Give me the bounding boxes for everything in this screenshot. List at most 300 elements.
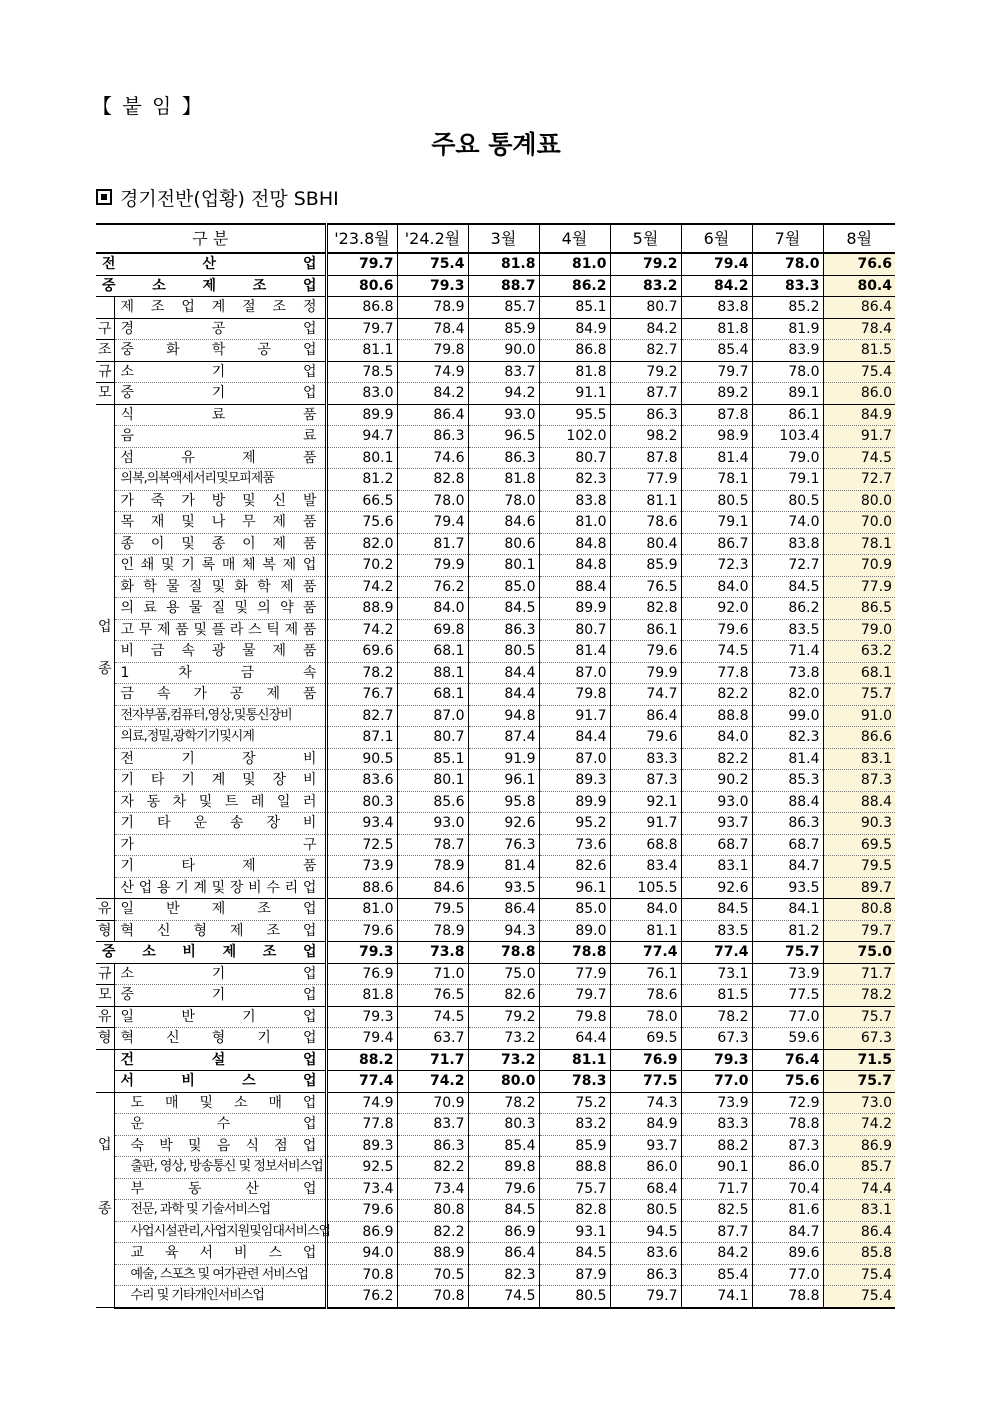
attachment-label: 【 붙 임 】	[92, 94, 204, 118]
value-cell: 80.4	[823, 275, 895, 297]
value-cell: 78.0	[468, 490, 539, 512]
value-cell: 93.7	[610, 1135, 681, 1157]
value-cell: 77.8	[326, 1114, 397, 1136]
value-cell: 68.1	[397, 684, 468, 706]
header-col-4: 5월	[610, 224, 681, 253]
value-cell: 87.9	[539, 1264, 610, 1286]
row-label-text: 고 무 제 품 및 플 라 스 틱 제 품	[120, 621, 317, 638]
table-row	[96, 318, 895, 340]
group-char: 유	[97, 1008, 112, 1025]
group-label	[96, 985, 114, 1007]
value-cell: 85.4	[681, 1264, 752, 1286]
value-cell: 77.9	[610, 469, 681, 491]
row-label-text: 1 차 금 속	[120, 664, 317, 681]
value-cell: 69.8	[397, 619, 468, 641]
value-cell: 79.3	[326, 942, 397, 964]
row-label-text: 기 타 운 송 장 비	[120, 815, 317, 832]
value-cell: 79.5	[823, 856, 895, 878]
value-cell: 79.3	[326, 1006, 397, 1028]
row-label	[114, 1092, 326, 1114]
value-cell: 75.7	[823, 1006, 895, 1028]
value-cell: 76.2	[326, 1286, 397, 1308]
value-cell: 86.6	[823, 727, 895, 749]
value-cell: 85.7	[468, 297, 539, 319]
value-cell: 82.2	[681, 748, 752, 770]
value-cell: 79.8	[397, 340, 468, 362]
value-cell: 84.2	[610, 318, 681, 340]
value-cell: 71.4	[752, 641, 823, 663]
value-cell: 84.8	[539, 555, 610, 577]
row-label	[114, 404, 326, 426]
row-label-text: 중 소 제 조 업	[102, 277, 317, 294]
value-cell: 87.8	[681, 404, 752, 426]
row-label-text: 운 수 업	[130, 1116, 317, 1133]
row-label	[114, 1028, 326, 1050]
group-char: 규	[97, 363, 112, 380]
value-cell: 70.4	[752, 1178, 823, 1200]
row-label-text: 교 육 서 비 스 업	[130, 1245, 317, 1262]
value-cell: 74.6	[397, 447, 468, 469]
value-cell: 75.7	[823, 684, 895, 706]
value-cell: 80.1	[397, 770, 468, 792]
value-cell: 89.0	[539, 920, 610, 942]
value-cell: 79.4	[326, 1028, 397, 1050]
value-cell: 80.6	[468, 533, 539, 555]
row-label-text: 중 기 업	[120, 987, 317, 1004]
row-label-text: 건 설 업	[120, 1051, 317, 1068]
group-label	[96, 404, 114, 899]
row-label	[114, 813, 326, 835]
value-cell: 77.5	[752, 985, 823, 1007]
section-title	[96, 184, 339, 211]
table-row	[96, 1243, 895, 1265]
value-cell: 80.5	[752, 490, 823, 512]
value-cell: 75.6	[752, 1071, 823, 1093]
table-row	[96, 619, 895, 641]
value-cell: 85.4	[468, 1135, 539, 1157]
value-cell: 93.1	[539, 1221, 610, 1243]
value-cell: 76.9	[610, 1049, 681, 1071]
value-cell: 93.4	[326, 813, 397, 835]
row-label	[114, 1157, 326, 1179]
value-cell: 71.5	[823, 1049, 895, 1071]
value-cell: 74.5	[397, 1006, 468, 1028]
value-cell: 75.2	[539, 1092, 610, 1114]
value-cell: 84.2	[681, 1243, 752, 1265]
value-cell: 91.7	[539, 705, 610, 727]
table-row	[96, 813, 895, 835]
row-label	[114, 619, 326, 641]
group-label	[96, 340, 114, 362]
row-label-text: 목 재 및 나 무 제 품	[120, 514, 317, 531]
value-cell: 85.4	[681, 340, 752, 362]
value-cell: 84.0	[681, 727, 752, 749]
row-label	[114, 985, 326, 1007]
value-cell: 84.8	[539, 533, 610, 555]
value-cell: 93.5	[468, 877, 539, 899]
value-cell: 93.0	[681, 791, 752, 813]
value-cell: 69.5	[823, 834, 895, 856]
row-label-text: 중 화 학 공 업	[120, 342, 317, 359]
value-cell: 84.7	[752, 1221, 823, 1243]
value-cell: 81.8	[681, 318, 752, 340]
value-cell: 80.3	[468, 1114, 539, 1136]
value-cell: 88.8	[681, 705, 752, 727]
value-cell: 79.4	[681, 253, 752, 275]
value-cell: 87.0	[539, 662, 610, 684]
table-row	[96, 253, 895, 275]
value-cell: 80.8	[397, 1200, 468, 1222]
value-cell: 91.0	[823, 705, 895, 727]
value-cell: 88.1	[397, 662, 468, 684]
value-cell: 86.8	[539, 340, 610, 362]
value-cell: 82.6	[539, 856, 610, 878]
value-cell: 85.6	[397, 791, 468, 813]
value-cell: 76.9	[326, 963, 397, 985]
value-cell: 73.8	[752, 662, 823, 684]
value-cell: 79.1	[681, 512, 752, 534]
value-cell: 84.5	[752, 576, 823, 598]
value-cell: 84.0	[397, 598, 468, 620]
table-row	[96, 1071, 895, 1093]
table-row	[96, 361, 895, 383]
row-label	[114, 426, 326, 448]
value-cell: 87.4	[468, 727, 539, 749]
table-row	[96, 856, 895, 878]
header-col-7: 8월	[823, 224, 895, 253]
row-label	[114, 1114, 326, 1136]
value-cell: 86.3	[468, 447, 539, 469]
value-cell: 84.0	[681, 576, 752, 598]
row-label-text: 중 소 비 제 조 업	[102, 944, 317, 961]
value-cell: 92.0	[681, 598, 752, 620]
value-cell: 80.7	[397, 727, 468, 749]
value-cell: 87.3	[610, 770, 681, 792]
value-cell: 96.5	[468, 426, 539, 448]
value-cell: 89.9	[539, 791, 610, 813]
group-char: 형	[97, 922, 112, 939]
row-label	[114, 748, 326, 770]
group-char: 형	[97, 1030, 112, 1047]
row-label	[114, 877, 326, 899]
value-cell: 80.0	[823, 490, 895, 512]
value-cell: 86.9	[468, 1221, 539, 1243]
row-label-text: 종 이 및 종 이 제 품	[120, 535, 317, 552]
value-cell: 82.6	[468, 985, 539, 1007]
row-label	[114, 1049, 326, 1071]
value-cell: 93.0	[397, 813, 468, 835]
value-cell: 78.8	[539, 942, 610, 964]
row-label-text: 서 비 스 업	[120, 1073, 317, 1090]
value-cell: 86.7	[681, 533, 752, 555]
value-cell: 94.3	[468, 920, 539, 942]
value-cell: 92.6	[468, 813, 539, 835]
value-cell: 68.4	[610, 1178, 681, 1200]
value-cell: 84.4	[468, 684, 539, 706]
value-cell: 82.3	[468, 1264, 539, 1286]
group-label	[96, 963, 114, 985]
header-col-1: '24.2월	[397, 224, 468, 253]
row-label-text: 산 업 용 기 계 및 장 비 수 리 업	[120, 879, 317, 896]
value-cell: 92.6	[681, 877, 752, 899]
value-cell: 77.0	[752, 1264, 823, 1286]
value-cell: 64.4	[539, 1028, 610, 1050]
value-cell: 85.8	[823, 1243, 895, 1265]
table-row	[96, 1114, 895, 1136]
value-cell: 70.8	[397, 1286, 468, 1308]
value-cell: 80.5	[610, 1200, 681, 1222]
row-label-text: 예술, 스포츠 및 여가관련 서비스업	[130, 1266, 308, 1282]
value-cell: 84.6	[397, 877, 468, 899]
row-label-text: 가 구	[120, 836, 317, 853]
row-label-text: 사업시설관리,사업지원및임대서비스업	[130, 1223, 331, 1239]
value-cell: 81.7	[397, 533, 468, 555]
table-row	[96, 791, 895, 813]
value-cell: 78.8	[752, 1286, 823, 1308]
row-label-text: 출판, 영상, 방송통신 및 정보서비스업	[130, 1159, 323, 1175]
value-cell: 84.5	[468, 598, 539, 620]
value-cell: 71.7	[397, 1049, 468, 1071]
row-label-text: 화 학 물 질 및 화 학 제 품	[120, 578, 317, 595]
value-cell: 75.0	[823, 942, 895, 964]
value-cell: 75.4	[823, 1286, 895, 1308]
value-cell: 85.9	[539, 1135, 610, 1157]
value-cell: 76.5	[397, 985, 468, 1007]
value-cell: 86.3	[610, 404, 681, 426]
row-label	[114, 361, 326, 383]
row-label	[114, 856, 326, 878]
value-cell: 71.7	[681, 1178, 752, 1200]
value-cell: 73.9	[681, 1092, 752, 1114]
value-cell: 80.8	[823, 899, 895, 921]
value-cell: 82.3	[539, 469, 610, 491]
row-label	[96, 253, 326, 275]
value-cell: 84.4	[468, 662, 539, 684]
value-cell: 85.9	[468, 318, 539, 340]
value-cell: 73.0	[823, 1092, 895, 1114]
table-row	[96, 705, 895, 727]
value-cell: 83.8	[681, 297, 752, 319]
value-cell: 74.1	[681, 1286, 752, 1308]
value-cell: 68.7	[752, 834, 823, 856]
value-cell: 78.1	[823, 533, 895, 555]
value-cell: 84.9	[539, 318, 610, 340]
value-cell: 87.7	[681, 1221, 752, 1243]
value-cell: 59.6	[752, 1028, 823, 1050]
table-row	[96, 1157, 895, 1179]
value-cell: 83.5	[681, 920, 752, 942]
value-cell: 76.6	[823, 253, 895, 275]
row-label-text: 가 죽 가 방 및 신 발	[120, 492, 317, 509]
value-cell: 75.7	[539, 1178, 610, 1200]
value-cell: 79.2	[610, 253, 681, 275]
value-cell: 95.2	[539, 813, 610, 835]
value-cell: 79.4	[397, 512, 468, 534]
value-cell: 82.2	[397, 1221, 468, 1243]
value-cell: 68.1	[823, 662, 895, 684]
value-cell: 79.9	[610, 662, 681, 684]
value-cell: 89.8	[468, 1157, 539, 1179]
value-cell: 73.4	[326, 1178, 397, 1200]
value-cell: 83.1	[823, 1200, 895, 1222]
value-cell: 96.1	[468, 770, 539, 792]
table-row	[96, 512, 895, 534]
value-cell: 70.8	[326, 1264, 397, 1286]
value-cell: 85.2	[752, 297, 823, 319]
value-cell: 98.2	[610, 426, 681, 448]
value-cell: 88.8	[539, 1157, 610, 1179]
value-cell: 75.7	[823, 1071, 895, 1093]
value-cell: 89.6	[752, 1243, 823, 1265]
value-cell: 86.2	[539, 275, 610, 297]
table-row	[96, 1049, 895, 1071]
value-cell: 78.2	[823, 985, 895, 1007]
value-cell: 81.5	[823, 340, 895, 362]
value-cell: 90.5	[326, 748, 397, 770]
value-cell: 76.7	[326, 684, 397, 706]
value-cell: 78.5	[326, 361, 397, 383]
row-label-text: 숙 박 및 음 식 점 업	[130, 1137, 317, 1154]
value-cell: 80.0	[468, 1071, 539, 1093]
value-cell: 74.2	[823, 1114, 895, 1136]
table-row	[96, 1178, 895, 1200]
value-cell: 83.5	[752, 619, 823, 641]
value-cell: 70.0	[823, 512, 895, 534]
value-cell: 79.7	[823, 920, 895, 942]
row-label-text: 일 반 기 업	[120, 1008, 317, 1025]
value-cell: 79.6	[468, 1178, 539, 1200]
group-char: 종	[97, 1200, 112, 1217]
value-cell: 92.1	[610, 791, 681, 813]
value-cell: 78.4	[823, 318, 895, 340]
table-row	[96, 1028, 895, 1050]
value-cell: 103.4	[752, 426, 823, 448]
value-cell: 81.6	[752, 1200, 823, 1222]
value-cell: 77.9	[823, 576, 895, 598]
value-cell: 71.7	[823, 963, 895, 985]
value-cell: 68.8	[610, 834, 681, 856]
value-cell: 86.3	[752, 813, 823, 835]
value-cell: 79.6	[681, 619, 752, 641]
table-row	[96, 275, 895, 297]
table-row	[96, 920, 895, 942]
value-cell: 83.8	[752, 533, 823, 555]
row-label-text: 의료,정밀,광학기기및시계	[120, 729, 254, 745]
value-cell: 74.0	[752, 512, 823, 534]
value-cell: 87.0	[539, 748, 610, 770]
row-label-text: 금 속 가 공 제 품	[120, 686, 317, 703]
value-cell: 76.1	[610, 963, 681, 985]
row-label-text: 기 타 기 계 및 장 비	[120, 772, 317, 789]
row-label-text: 부 동 산 업	[130, 1180, 317, 1197]
value-cell: 93.7	[681, 813, 752, 835]
value-cell: 83.7	[468, 361, 539, 383]
group-label	[96, 318, 114, 340]
value-cell: 83.9	[752, 340, 823, 362]
value-cell: 69.6	[326, 641, 397, 663]
row-label	[114, 533, 326, 555]
row-label	[114, 1071, 326, 1093]
value-cell: 85.0	[468, 576, 539, 598]
value-cell: 79.7	[326, 253, 397, 275]
value-cell: 77.0	[681, 1071, 752, 1093]
value-cell: 80.7	[610, 297, 681, 319]
table-row	[96, 1006, 895, 1028]
value-cell: 81.5	[681, 985, 752, 1007]
value-cell: 68.7	[681, 834, 752, 856]
value-cell: 74.9	[397, 361, 468, 383]
value-cell: 70.9	[823, 555, 895, 577]
row-label-text: 혁 신 형 기 업	[120, 1030, 317, 1047]
value-cell: 86.4	[397, 404, 468, 426]
value-cell: 70.2	[326, 555, 397, 577]
value-cell: 79.6	[326, 1200, 397, 1222]
value-cell: 78.2	[468, 1092, 539, 1114]
value-cell: 74.2	[397, 1071, 468, 1093]
value-cell: 82.2	[397, 1157, 468, 1179]
group-label	[96, 361, 114, 383]
value-cell: 82.8	[610, 598, 681, 620]
value-cell: 79.7	[539, 985, 610, 1007]
value-cell: 80.7	[539, 447, 610, 469]
value-cell: 74.3	[610, 1092, 681, 1114]
value-cell: 81.1	[610, 920, 681, 942]
value-cell: 81.8	[326, 985, 397, 1007]
table-row	[96, 1286, 895, 1308]
value-cell: 84.6	[468, 512, 539, 534]
row-label	[114, 1178, 326, 1200]
header-col-3: 4월	[539, 224, 610, 253]
value-cell: 74.2	[326, 576, 397, 598]
value-cell: 86.3	[610, 1264, 681, 1286]
group-label	[96, 899, 114, 921]
row-label-text: 전문, 과학 및 기술서비스업	[130, 1202, 271, 1218]
sbhi-table	[96, 223, 895, 1309]
table-row	[96, 297, 895, 319]
table-row	[96, 1135, 895, 1157]
value-cell: 88.2	[326, 1049, 397, 1071]
row-label	[114, 770, 326, 792]
value-cell: 78.6	[610, 512, 681, 534]
value-cell: 86.0	[752, 1157, 823, 1179]
row-label-text: 의복,의복액세서리및모피제품	[120, 471, 274, 487]
value-cell: 77.4	[681, 942, 752, 964]
value-cell: 73.2	[468, 1028, 539, 1050]
value-cell: 77.4	[610, 942, 681, 964]
table-row	[96, 426, 895, 448]
value-cell: 83.0	[326, 383, 397, 405]
value-cell: 82.8	[397, 469, 468, 491]
header-col-2: 3월	[468, 224, 539, 253]
value-cell: 84.9	[610, 1114, 681, 1136]
value-cell: 82.2	[681, 684, 752, 706]
row-label-text: 음 료	[120, 428, 317, 445]
row-label	[114, 340, 326, 362]
row-label	[114, 490, 326, 512]
value-cell: 86.1	[610, 619, 681, 641]
value-cell: 79.5	[397, 899, 468, 921]
value-cell: 87.1	[326, 727, 397, 749]
table-row	[96, 598, 895, 620]
value-cell: 78.8	[468, 942, 539, 964]
row-label	[114, 727, 326, 749]
value-cell: 94.5	[610, 1221, 681, 1243]
row-label	[114, 1264, 326, 1286]
value-cell: 77.9	[539, 963, 610, 985]
value-cell: 78.9	[397, 856, 468, 878]
value-cell: 89.2	[681, 383, 752, 405]
value-cell: 76.5	[610, 576, 681, 598]
